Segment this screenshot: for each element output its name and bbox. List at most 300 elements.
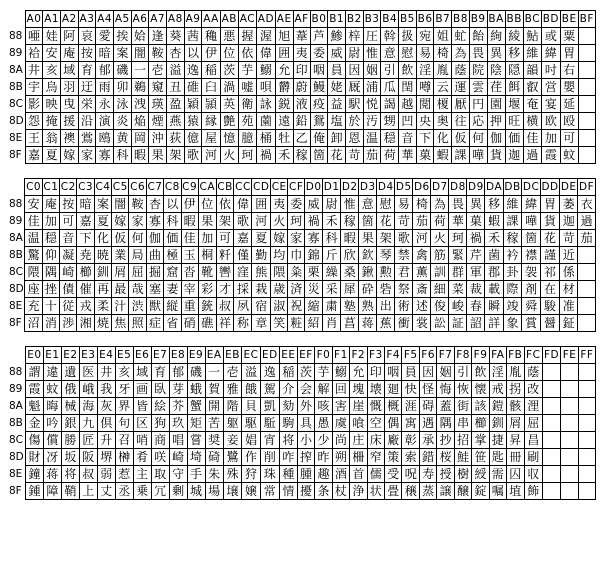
glyph-cell: 庵 [60, 45, 78, 62]
glyph-cell: 勤 [252, 247, 271, 264]
glyph-cell: 蒸 [419, 483, 436, 500]
glyph-cell: 君 [395, 264, 413, 281]
glyph-cell: 殊 [223, 466, 241, 483]
glyph-cell: 堰 [505, 96, 523, 113]
glyph-cell: 浄 [350, 483, 367, 500]
table-row [8, 213, 596, 230]
glyph-cell: 飲 [472, 364, 489, 381]
glyph-cell: 横 [523, 113, 541, 130]
glyph-cell: 閏 [399, 79, 417, 96]
glyph-cell: 唄 [256, 79, 275, 96]
glyph-cell: 鉦 [560, 315, 578, 332]
glyph-cell: 蚊 [560, 147, 578, 164]
glyph-cell: 策 [385, 449, 402, 466]
glyph-cell: 悪 [220, 28, 238, 45]
glyph-cell: 索 [402, 449, 419, 466]
glyph-cell: 遠 [275, 113, 293, 130]
glyph-cell: 咳 [315, 398, 332, 415]
glyph-cell: 熊 [252, 264, 271, 281]
chart-block-3 [8, 346, 596, 500]
glyph-cell: 俊 [431, 298, 449, 315]
glyph-cell: 英 [220, 96, 238, 113]
glyph-cell: 主 [133, 466, 151, 483]
glyph-cell: 咽 [385, 364, 402, 381]
glyph-cell: 沓 [181, 264, 198, 281]
glyph-cell: 少 [315, 432, 332, 449]
glyph-cell: 玉 [181, 247, 198, 264]
glyph-cell: 魁 [25, 398, 43, 415]
glyph-cell: 意 [381, 45, 399, 62]
glyph-cell: 峨 [79, 381, 97, 398]
glyph-cell: 会 [297, 381, 314, 398]
glyph-cell: 駿 [540, 298, 559, 315]
glyph-cell [578, 264, 596, 281]
glyph-cell: 異 [487, 45, 505, 62]
glyph-cell: 薫 [413, 264, 431, 281]
glyph-cell: 拐 [506, 381, 524, 398]
row-header-cell: 8C [9, 98, 24, 110]
glyph-cell [578, 381, 595, 398]
glyph-cell: 芦 [310, 28, 328, 45]
glyph-cell: 酒 [332, 466, 349, 483]
glyph-cell: 蕉 [377, 315, 395, 332]
glyph-cell: 移 [505, 45, 523, 62]
glyph-cell: 凱 [260, 398, 279, 415]
glyph-cell: 虞 [332, 415, 349, 432]
column-header-cell: ED [260, 347, 279, 364]
glyph-cell: 壱 [149, 62, 167, 79]
glyph-cell: 窪 [234, 264, 252, 281]
row-header-cell: 8E [9, 300, 23, 312]
glyph-cell: 握 [238, 28, 256, 45]
glyph-cell: 欣 [341, 247, 359, 264]
glyph-cell: 際 [503, 281, 522, 298]
glyph-cell: 蚊 [43, 381, 61, 398]
glyph-cell: 稼 [341, 213, 359, 230]
glyph-cell: 歌 [184, 147, 202, 164]
glyph-cell: 症 [146, 315, 163, 332]
glyph-cell: 妻 [164, 281, 181, 298]
glyph-cell: 架 [167, 147, 185, 164]
glyph-cell: 佳 [25, 213, 42, 230]
column-header-cell: D4 [377, 179, 395, 196]
glyph-cell: 可 [60, 213, 77, 230]
glyph-cell [542, 415, 561, 432]
glyph-cell: 宴 [541, 96, 560, 113]
glyph-cell: 何 [469, 130, 487, 147]
glyph-cell: 迦 [505, 147, 523, 164]
glyph-cell: 羽 [60, 79, 78, 96]
glyph-cell: 乗 [133, 483, 151, 500]
glyph-cell: 竣 [503, 298, 522, 315]
glyph-cell: 井 [97, 364, 115, 381]
glyph-cell: 按 [60, 196, 77, 213]
glyph-cell: 画 [133, 381, 151, 398]
glyph-cell: 淫 [489, 364, 506, 381]
column-header-cell: F7 [437, 347, 454, 364]
glyph-cell: 可 [216, 230, 234, 247]
glyph-cell: 花 [328, 147, 346, 164]
glyph-cell: 収 [524, 466, 542, 483]
glyph-cell: 科 [323, 230, 341, 247]
glyph-cell: 粟 [560, 28, 578, 45]
glyph-cell: 烏 [43, 79, 61, 96]
glyph-cell: 訟 [431, 315, 449, 332]
glyph-cell: 状 [367, 483, 384, 500]
glyph-cell: 沖 [149, 130, 167, 147]
glyph-cell: 劾 [279, 398, 297, 415]
glyph-cell: 醤 [540, 315, 559, 332]
glyph-cell: 印 [367, 364, 384, 381]
column-header-cell: FF [578, 347, 595, 364]
glyph-cell [578, 364, 595, 381]
glyph-cell: 碍 [419, 398, 436, 415]
glyph-cell: 燕 [167, 113, 185, 130]
glyph-cell: 囲 [252, 196, 271, 213]
glyph-cell: 靴 [198, 264, 216, 281]
glyph-cell [578, 415, 595, 432]
glyph-cell: 或 [541, 28, 560, 45]
glyph-cell: 鴎 [96, 130, 114, 147]
table-body-1 [8, 11, 596, 164]
column-header-cell: CD [252, 179, 271, 196]
glyph-cell: 蝦 [485, 213, 503, 230]
glyph-cell: 位 [220, 45, 238, 62]
glyph-cell: 夷 [271, 196, 288, 213]
glyph-cell: 碕 [205, 449, 223, 466]
glyph-cell: 永 [96, 96, 114, 113]
table-row [8, 415, 596, 432]
glyph-cell: 下 [416, 130, 434, 147]
glyph-cell: 安 [43, 45, 61, 62]
glyph-cell: 暁 [94, 247, 111, 264]
glyph-cell: 鞘 [61, 483, 79, 500]
glyph-cell: 慰 [377, 196, 395, 213]
glyph-cell: 袷 [25, 45, 43, 62]
glyph-cell: 埴 [506, 483, 524, 500]
glyph-cell: 趣 [315, 466, 332, 483]
glyph-cell: 佳 [523, 130, 541, 147]
glyph-cell: 意 [359, 196, 377, 213]
glyph-cell: 歌 [234, 213, 252, 230]
glyph-cell: 蔭 [452, 62, 470, 79]
glyph-cell: 細 [431, 281, 449, 298]
column-header-cell: C7 [146, 179, 163, 196]
glyph-cell: 禽 [413, 247, 431, 264]
glyph-cell: 浦 [363, 79, 381, 96]
glyph-cell [578, 147, 596, 164]
column-header-cell: B0 [310, 11, 328, 28]
glyph-cell: 綬 [472, 466, 489, 483]
glyph-cell: 椅 [413, 196, 431, 213]
glyph-cell: 萎 [560, 196, 578, 213]
glyph-cell: 承 [419, 432, 436, 449]
glyph-cell [578, 483, 595, 500]
glyph-cell: 桜 [437, 449, 454, 466]
column-header-cell: AE [275, 11, 293, 28]
glyph-cell: 井 [25, 62, 43, 79]
glyph-cell: 近 [560, 247, 578, 264]
glyph-cell: 猿 [184, 113, 202, 130]
glyph-cell: 禾 [485, 230, 503, 247]
glyph-cell: 床 [367, 432, 384, 449]
glyph-cell: 舜 [522, 298, 541, 315]
glyph-cell: 鮭 [454, 449, 471, 466]
column-header-cell: A9 [184, 11, 202, 28]
glyph-cell: 充 [25, 298, 42, 315]
glyph-cell: 擾 [297, 483, 314, 500]
glyph-cell: 才 [216, 281, 234, 298]
glyph-cell: 消 [42, 315, 59, 332]
glyph-cell: 朔 [332, 449, 349, 466]
glyph-cell: 往 [452, 113, 470, 130]
glyph-cell: 宰 [181, 281, 198, 298]
glyph-cell: 該 [472, 398, 489, 415]
glyph-cell: 俺 [310, 130, 328, 147]
glyph-cell: 瞬 [485, 298, 503, 315]
glyph-cell [578, 113, 596, 130]
glyph-cell: 珂 [449, 230, 467, 247]
glyph-cell: 絵 [151, 398, 169, 415]
glyph-cell: 加 [42, 213, 59, 230]
glyph-cell: 界 [115, 398, 133, 415]
glyph-cell: 慨 [367, 398, 384, 415]
glyph-cell: 小 [297, 432, 314, 449]
glyph-cell: 開 [205, 398, 223, 415]
glyph-cell [578, 432, 595, 449]
glyph-cell: 咲 [151, 449, 169, 466]
glyph-cell: 在 [540, 281, 559, 298]
glyph-cell: 曳 [60, 96, 78, 113]
glyph-cell: 串 [454, 415, 471, 432]
table-body-3 [8, 347, 596, 500]
glyph-cell: 櫛 [472, 415, 489, 432]
glyph-cell: 臼 [202, 79, 220, 96]
glyph-cell: 園 [487, 96, 505, 113]
glyph-cell [578, 62, 596, 79]
glyph-cell: 医 [79, 364, 97, 381]
column-header-cell: D6 [413, 179, 431, 196]
glyph-cell: 延 [560, 96, 578, 113]
glyph-cell: 禁 [395, 247, 413, 264]
glyph-cell: 閲 [416, 96, 434, 113]
glyph-cell: 為 [452, 45, 470, 62]
glyph-cell: 華 [449, 213, 467, 230]
glyph-cell: 淑 [271, 298, 288, 315]
glyph-cell: 伽 [146, 230, 163, 247]
glyph-cell: 芽 [169, 381, 187, 398]
glyph-cell: 涯 [402, 398, 419, 415]
column-header-cell: FA [489, 347, 506, 364]
glyph-cell: 珂 [288, 213, 305, 230]
glyph-cell: 卸 [328, 130, 346, 147]
glyph-cell: 箇 [359, 213, 377, 230]
glyph-cell: 薗 [256, 113, 275, 130]
glyph-cell: 隅 [42, 264, 59, 281]
glyph-cell: 商 [151, 432, 169, 449]
glyph-cell: 浬 [524, 398, 542, 415]
glyph-cell: 牡 [275, 130, 293, 147]
column-header-cell: F5 [402, 347, 419, 364]
glyph-cell: 臥 [151, 381, 169, 398]
glyph-cell: 迦 [560, 213, 578, 230]
glyph-cell: 葦 [293, 28, 310, 45]
corner-cell [8, 179, 25, 196]
table-row [8, 281, 596, 298]
glyph-cell: 寡 [305, 230, 323, 247]
glyph-cell: 嫁 [271, 230, 288, 247]
glyph-cell: 奄 [523, 96, 541, 113]
glyph-cell: 鴛 [310, 113, 328, 130]
glyph-cell: 載 [485, 281, 503, 298]
glyph-cell [542, 381, 561, 398]
column-header-cell: C5 [112, 179, 129, 196]
glyph-cell: 匙 [489, 449, 506, 466]
glyph-cell: 王 [25, 130, 43, 147]
glyph-cell: 蔚 [293, 79, 310, 96]
glyph-cell: 欽 [359, 247, 377, 264]
glyph-cell: 焦 [112, 315, 129, 332]
column-header-cell: E0 [25, 347, 43, 364]
glyph-cell: 塊 [350, 381, 367, 398]
glyph-cell: 上 [79, 483, 97, 500]
glyph-cell: 霞 [541, 147, 560, 164]
glyph-cell: 再 [94, 281, 111, 298]
column-header-cell: E3 [79, 347, 97, 364]
glyph-cell: 手 [187, 466, 205, 483]
glyph-cell [578, 79, 596, 96]
glyph-cell: 曲 [146, 247, 163, 264]
glyph-cell: 庵 [42, 196, 59, 213]
corner-cell [8, 11, 25, 28]
glyph-cell: 匠 [79, 432, 97, 449]
glyph-cell: 荻 [167, 130, 185, 147]
column-header-cell: F6 [419, 347, 436, 364]
glyph-cell: 娼 [242, 432, 260, 449]
glyph-cell: 訓 [431, 264, 449, 281]
column-header-cell: D5 [395, 179, 413, 196]
glyph-cell: 概 [385, 398, 402, 415]
glyph-cell: 桐 [198, 247, 216, 264]
glyph-cell: 搾 [297, 449, 314, 466]
glyph-cell: 九 [79, 415, 97, 432]
glyph-cell: 位 [198, 196, 216, 213]
glyph-cell: 允 [275, 62, 293, 79]
row-header-cell: 8A [9, 64, 23, 76]
glyph-cell: 印 [293, 62, 310, 79]
glyph-cell: 奥 [434, 113, 452, 130]
glyph-cell: 粧 [288, 315, 305, 332]
glyph-cell: 課 [503, 213, 522, 230]
glyph-cell: 倶 [97, 415, 115, 432]
glyph-cell [578, 130, 596, 147]
glyph-cell: 焼 [94, 315, 111, 332]
glyph-cell: 称 [234, 315, 252, 332]
glyph-cell: 従 [60, 298, 77, 315]
glyph-cell: 芋 [315, 364, 332, 381]
row-header-cell: 8B [9, 249, 23, 261]
glyph-cell: 穏 [42, 230, 59, 247]
glyph-cell: 課 [452, 147, 470, 164]
glyph-cell [578, 298, 596, 315]
glyph-cell: 温 [25, 230, 42, 247]
glyph-cell: 斎 [413, 281, 431, 298]
column-header-cell: C0 [25, 179, 42, 196]
glyph-cell: 柔 [94, 298, 111, 315]
glyph-cell: 粂 [288, 264, 305, 281]
table-row [8, 147, 596, 164]
column-header-cell: A2 [60, 11, 78, 28]
glyph-cell: 以 [164, 196, 181, 213]
table-row [8, 432, 596, 449]
column-header-cell: F0 [315, 347, 332, 364]
column-header-cell: B3 [363, 11, 381, 28]
glyph-cell: 壱 [223, 364, 241, 381]
glyph-cell: 禍 [305, 213, 323, 230]
glyph-cell [578, 247, 596, 264]
glyph-cell: 茄 [578, 230, 596, 247]
glyph-cell: 肴 [133, 449, 151, 466]
glyph-cell: 因 [346, 62, 364, 79]
glyph-cell: 鍬 [359, 264, 377, 281]
table-row [8, 466, 596, 483]
glyph-cell: 将 [279, 432, 297, 449]
glyph-cell: 群 [449, 264, 467, 281]
glyph-cell: 崎 [169, 449, 187, 466]
glyph-cell: 稼 [503, 230, 522, 247]
glyph-cell: 詔 [467, 315, 485, 332]
glyph-cell: 嘉 [234, 230, 252, 247]
glyph-cell: 埼 [187, 449, 205, 466]
glyph-cell [578, 281, 596, 298]
column-header-cell: AB [220, 11, 238, 28]
glyph-cell: 儒 [367, 466, 384, 483]
glyph-cell: 財 [25, 449, 43, 466]
glyph-cell: 愚 [315, 415, 332, 432]
glyph-cell: 襟 [522, 247, 541, 264]
glyph-cell: 鉛 [293, 113, 310, 130]
glyph-cell: 盈 [167, 96, 185, 113]
glyph-cell: 闇 [112, 196, 129, 213]
glyph-cell: 将 [61, 466, 79, 483]
glyph-cell: 飲 [399, 62, 417, 79]
glyph-cell: 洩 [131, 96, 149, 113]
glyph-cell: 採 [234, 281, 252, 298]
glyph-cell: 情 [279, 483, 297, 500]
glyph-cell: 卦 [503, 264, 522, 281]
glyph-cell: 凝 [60, 247, 77, 264]
column-header-cell: AF [293, 11, 310, 28]
glyph-cell: 砕 [359, 281, 377, 298]
glyph-cell: 移 [485, 196, 503, 213]
table-row [8, 381, 596, 398]
glyph-cell: 桑 [341, 264, 359, 281]
glyph-cell: 柵 [350, 449, 367, 466]
glyph-cell: 掌 [472, 432, 489, 449]
glyph-cell: 依 [238, 45, 256, 62]
glyph-cell: 嘩 [469, 147, 487, 164]
glyph-cell: 屑 [112, 264, 129, 281]
table-row [8, 45, 596, 62]
glyph-cell: 架 [216, 213, 234, 230]
glyph-cell: 升 [97, 432, 115, 449]
glyph-cell: 鯵 [328, 28, 346, 45]
table-row [8, 96, 596, 113]
glyph-cell: 畏 [449, 196, 467, 213]
glyph-cell: 威 [305, 196, 323, 213]
glyph-cell: 菖 [341, 315, 359, 332]
glyph-cell: 花 [377, 213, 395, 230]
